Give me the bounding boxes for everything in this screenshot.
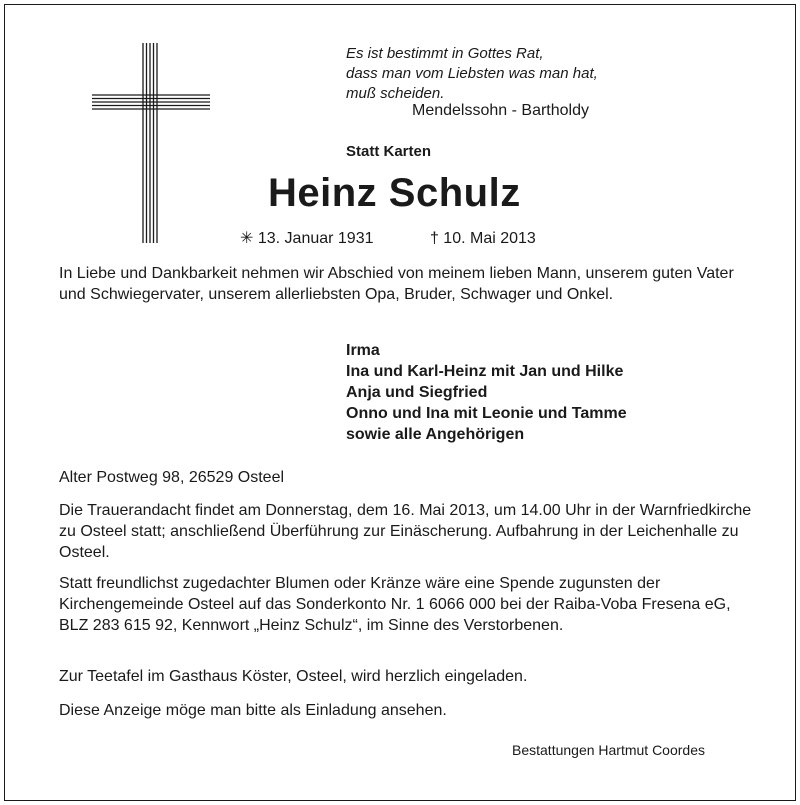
intro-paragraph: In Liebe und Dankbarkeit nehmen wir Abschied von meinem lieben Mann, unserem guten Vater und Schwiegervater, unserem allerliebsten Opa, Bruder, Schwager und Onkel. [59,265,734,303]
invitation-paragraph: Diese Anzeige möge man bitte als Einladung ansehen. [59,702,447,719]
cross-icon [92,43,210,243]
undertaker-name: Bestattungen Hartmut Coordes [512,742,705,758]
mourners-list [346,340,627,445]
mourner-line: Onno und Ina mit Leonie und Tamme [346,405,627,422]
donation-paragraph: Statt freundlichst zugedachter Blumen oder Kränze wäre eine Spende zugunsten der Kirchengemeinde Osteel auf das Sonderkonto Nr. 1 6066 000 bei der Raiba-Voba Fresena eG, BLZ 283 615 92, Kennwort „Heinz Schulz“, im Sinne des Verstorbenen. [59,575,731,634]
statt-karten-label: Statt Karten [346,143,432,160]
verse-author: Mendelssohn - Bartholdy [412,102,589,119]
deceased-name: Heinz Schulz [268,171,521,215]
mourner-line: sowie alle Angehörigen [346,426,525,443]
address: Alter Postweg 98, 26529 Osteel [59,469,285,486]
life-dates [240,228,536,248]
mourner-line: Ina und Karl-Heinz mit Jan und Hilke [346,363,624,380]
mourner-line: Irma [346,342,380,359]
verse-line: muß scheiden. [346,85,445,102]
mourner-line: Anja und Siegfried [346,384,488,401]
verse-line: dass man vom Liebsten was man hat, [346,65,598,82]
verse [346,44,598,104]
verse-line: Es ist bestimmt in Gottes Rat, [346,45,544,62]
death-date: † 10. Mai 2013 [429,230,536,247]
service-paragraph: Die Trauerandacht findet am Donnerstag, dem 16. Mai 2013, um 14.00 Uhr in der Warnfriedkirche zu Osteel statt; anschließend Überführung zur Einäscherung. Aufbahrung in der Leichenhalle zu Osteel. [59,502,752,561]
tea-paragraph: Zur Teetafel im Gasthaus Köster, Osteel, wird herzlich eingeladen. [59,668,528,685]
birth-date: ✳ 13. Januar 1931 [240,230,374,247]
